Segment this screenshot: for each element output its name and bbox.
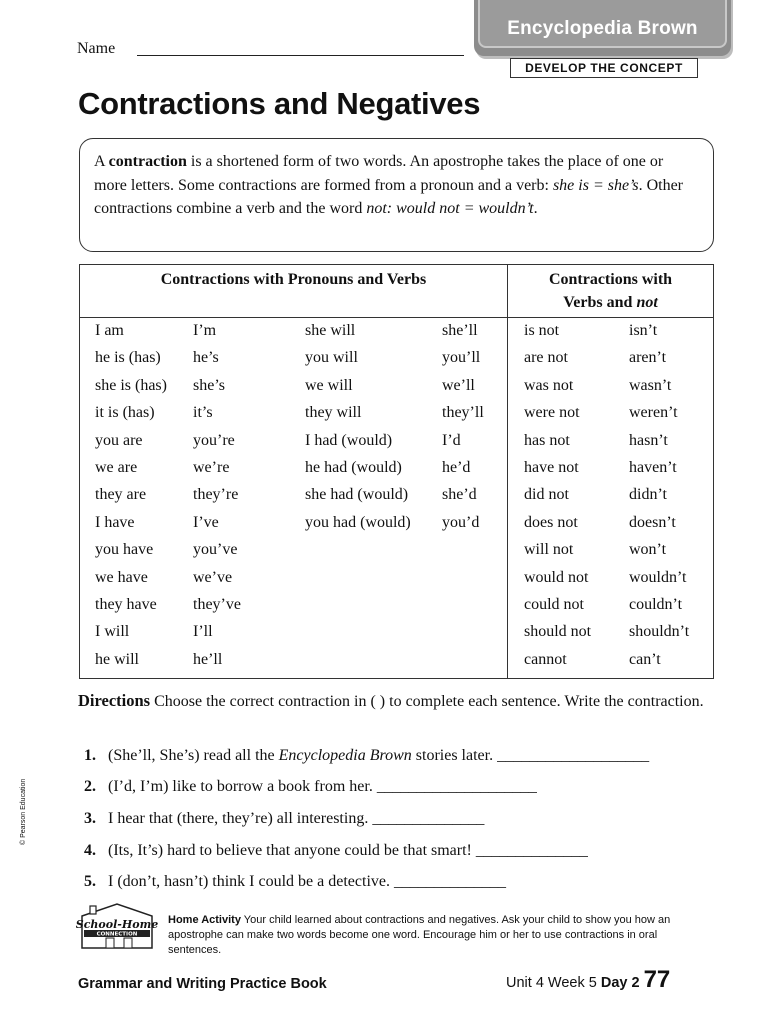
name-label: Name xyxy=(77,40,116,57)
table-cell-contraction: you’ll xyxy=(442,349,481,367)
table-cell-contraction: doesn’t xyxy=(629,513,676,531)
table-cell-words: would not xyxy=(524,568,589,586)
table-cell-words: I am xyxy=(95,322,124,339)
table-cell-words: it is (has) xyxy=(95,404,155,422)
table-cell-words: cannot xyxy=(524,650,567,668)
question-number: 4. xyxy=(84,842,96,859)
table-cell-words: we will xyxy=(305,376,353,394)
footer-book-title: Grammar and Writing Practice Book xyxy=(78,976,327,992)
directions-label: Directions xyxy=(78,691,151,710)
table-cell-contraction: I’ve xyxy=(193,513,219,531)
question-number: 5. xyxy=(84,873,96,890)
contractions-table xyxy=(79,264,714,679)
tab-subtitle: DEVELOP THE CONCEPT xyxy=(510,58,698,78)
table-cell-words: you have xyxy=(95,541,154,559)
home-activity-label: Home Activity xyxy=(168,914,241,926)
copyright-notice: © Pearson Education xyxy=(20,778,27,845)
question-4 xyxy=(84,842,588,860)
table-cell-words: you are xyxy=(95,431,143,449)
table-cell-contraction: won’t xyxy=(629,541,667,559)
table-cell-contraction: shouldn’t xyxy=(629,623,690,641)
table-cell-contraction: it’s xyxy=(193,404,213,422)
table-cell-contraction: you’re xyxy=(193,431,235,449)
negatives-header-not: not xyxy=(636,294,658,311)
logo-subtext: CONNECTION xyxy=(96,931,138,938)
table-cell-contraction: they’re xyxy=(193,486,239,504)
table-cell-words: was not xyxy=(524,376,574,394)
table-cell-contraction: we’ll xyxy=(442,376,475,394)
table-cell-contraction: haven’t xyxy=(629,459,677,476)
footer-unit-week: Unit 4 Week 5 xyxy=(506,975,601,991)
logo-text: School-Home xyxy=(76,918,158,931)
table-cell-words: will not xyxy=(524,541,574,559)
table-cell-contraction: she’d xyxy=(442,486,477,504)
table-cell-contraction: they’ll xyxy=(442,404,484,422)
table-cell-words: I had (would) xyxy=(305,431,393,449)
question-1 xyxy=(84,747,649,765)
question-text: (She’ll, She’s) read all the xyxy=(108,747,279,764)
table-cell-words: he had (would) xyxy=(305,459,402,476)
table-cell-contraction: isn’t xyxy=(629,322,658,339)
table-cell-contraction: she’ll xyxy=(442,322,478,339)
table-cell-contraction: hasn’t xyxy=(629,431,668,449)
question-number: 2. xyxy=(84,778,96,795)
definition-text: A xyxy=(94,153,109,170)
question-number: 1. xyxy=(84,747,96,764)
table-cell-words: did not xyxy=(524,486,569,504)
table-cell-words: they will xyxy=(305,404,362,422)
question-text: stories later. ___________________ xyxy=(411,747,650,764)
table-cell-words: he is (has) xyxy=(95,349,161,367)
definition-box xyxy=(79,138,714,252)
table-cell-contraction: you’d xyxy=(442,513,480,531)
table-cell-words: she will xyxy=(305,322,356,339)
table-cell-contraction: she’s xyxy=(193,376,225,394)
table-cell-contraction: I’ll xyxy=(193,623,213,641)
question-text: I hear that (there, they’re) all interesting. ______________ xyxy=(108,810,485,827)
table-cell-words: should not xyxy=(524,623,592,641)
question-text: (I’d, I’m) like to borrow a book from her. ____________________ xyxy=(108,778,537,795)
question-book-title: Encyclopedia Brown xyxy=(278,747,412,764)
table-cell-words: he will xyxy=(95,650,139,668)
table-cell-contraction: I’m xyxy=(193,322,217,339)
definition-text: . xyxy=(533,200,538,217)
school-home-logo-icon xyxy=(76,902,158,954)
table-cell-contraction: he’ll xyxy=(193,650,223,668)
page-title: Contractions and Negatives xyxy=(78,86,481,121)
home-activity xyxy=(168,913,708,958)
table-cell-words: could not xyxy=(524,596,584,613)
definition-example: she is = she’s xyxy=(552,176,639,194)
question-3 xyxy=(84,810,484,828)
table-cell-words: I will xyxy=(95,623,130,641)
page-number: 77 xyxy=(643,966,671,993)
table-cell-words: they are xyxy=(95,486,147,504)
table-cell-words: are not xyxy=(524,349,568,367)
table-cell-words: were not xyxy=(524,404,580,422)
tab-title: Encyclopedia Brown xyxy=(507,18,698,39)
home-activity-text: Your child learned about contractions and negatives. Ask your child to show you how an apostrophe can make two words become one word. Encourage him or her to use contractions in oral sentences. xyxy=(168,914,671,956)
table-cell-contraction: he’s xyxy=(193,349,219,367)
table-cell-contraction: wouldn’t xyxy=(629,568,687,586)
directions xyxy=(78,689,718,713)
table-cell-words: is not xyxy=(524,322,560,339)
table-cell-words: does not xyxy=(524,513,578,531)
question-text: I (don’t, hasn’t) think I could be a detective. ______________ xyxy=(108,873,506,890)
table-cell-words: you had (would) xyxy=(305,513,411,531)
question-5 xyxy=(84,873,506,891)
table-cell-contraction: we’re xyxy=(193,459,230,476)
table-cell-contraction: you’ve xyxy=(193,541,238,559)
table-cell-contraction: he’d xyxy=(442,459,471,476)
table-cell-words: she had (would) xyxy=(305,486,409,504)
directions-text: Choose the correct contraction in ( ) to complete each sentence. Write the contraction. xyxy=(150,693,704,710)
name-line xyxy=(137,55,464,56)
table-cell-words: you will xyxy=(305,349,358,367)
table-cell-contraction: didn’t xyxy=(629,486,667,504)
table-cell-words: I have xyxy=(95,513,135,531)
pronoun-verb-header: Contractions with Pronouns and Verbs xyxy=(160,271,427,288)
table-cell-words: we are xyxy=(95,459,138,476)
question-number: 3. xyxy=(84,810,96,827)
table-cell-contraction: aren’t xyxy=(629,349,667,367)
definition-text: is a shortened form of two words. An apostrophe takes the place of one or more letters. Some contractions are formed from a pronoun and a verb: xyxy=(94,153,664,194)
table-cell-contraction: couldn’t xyxy=(629,596,683,613)
definition-example: not: would not = wouldn’t xyxy=(366,200,534,217)
definition-text: . Other contractions combine a verb and the word xyxy=(94,176,684,217)
question-2 xyxy=(84,778,537,796)
table-cell-words: they have xyxy=(95,596,157,613)
question-text: (Its, It’s) hard to believe that anyone could be that smart! ______________ xyxy=(108,842,588,859)
negatives-header xyxy=(508,268,713,314)
definition-term: contraction xyxy=(108,153,187,170)
table-cell-words: she is (has) xyxy=(95,376,167,394)
table-cell-contraction: can’t xyxy=(629,650,661,668)
footer-unit-info xyxy=(506,966,670,994)
table-cell-contraction: I’d xyxy=(442,431,461,449)
table-cell-contraction: they’ve xyxy=(193,596,241,613)
table-header-divider xyxy=(80,317,713,318)
table-cell-contraction: wasn’t xyxy=(629,376,672,394)
footer-day: Day 2 xyxy=(600,975,640,991)
negatives-header-line1: Contractions with xyxy=(548,271,673,288)
table-cell-words: have not xyxy=(524,459,579,476)
negatives-header-line2: Verbs and xyxy=(563,294,637,311)
table-cell-contraction: weren’t xyxy=(629,404,678,422)
table-cell-words: we have xyxy=(95,568,148,586)
table-column-divider xyxy=(507,265,508,678)
table-cell-words: has not xyxy=(524,431,570,449)
table-cell-contraction: we’ve xyxy=(193,568,233,586)
